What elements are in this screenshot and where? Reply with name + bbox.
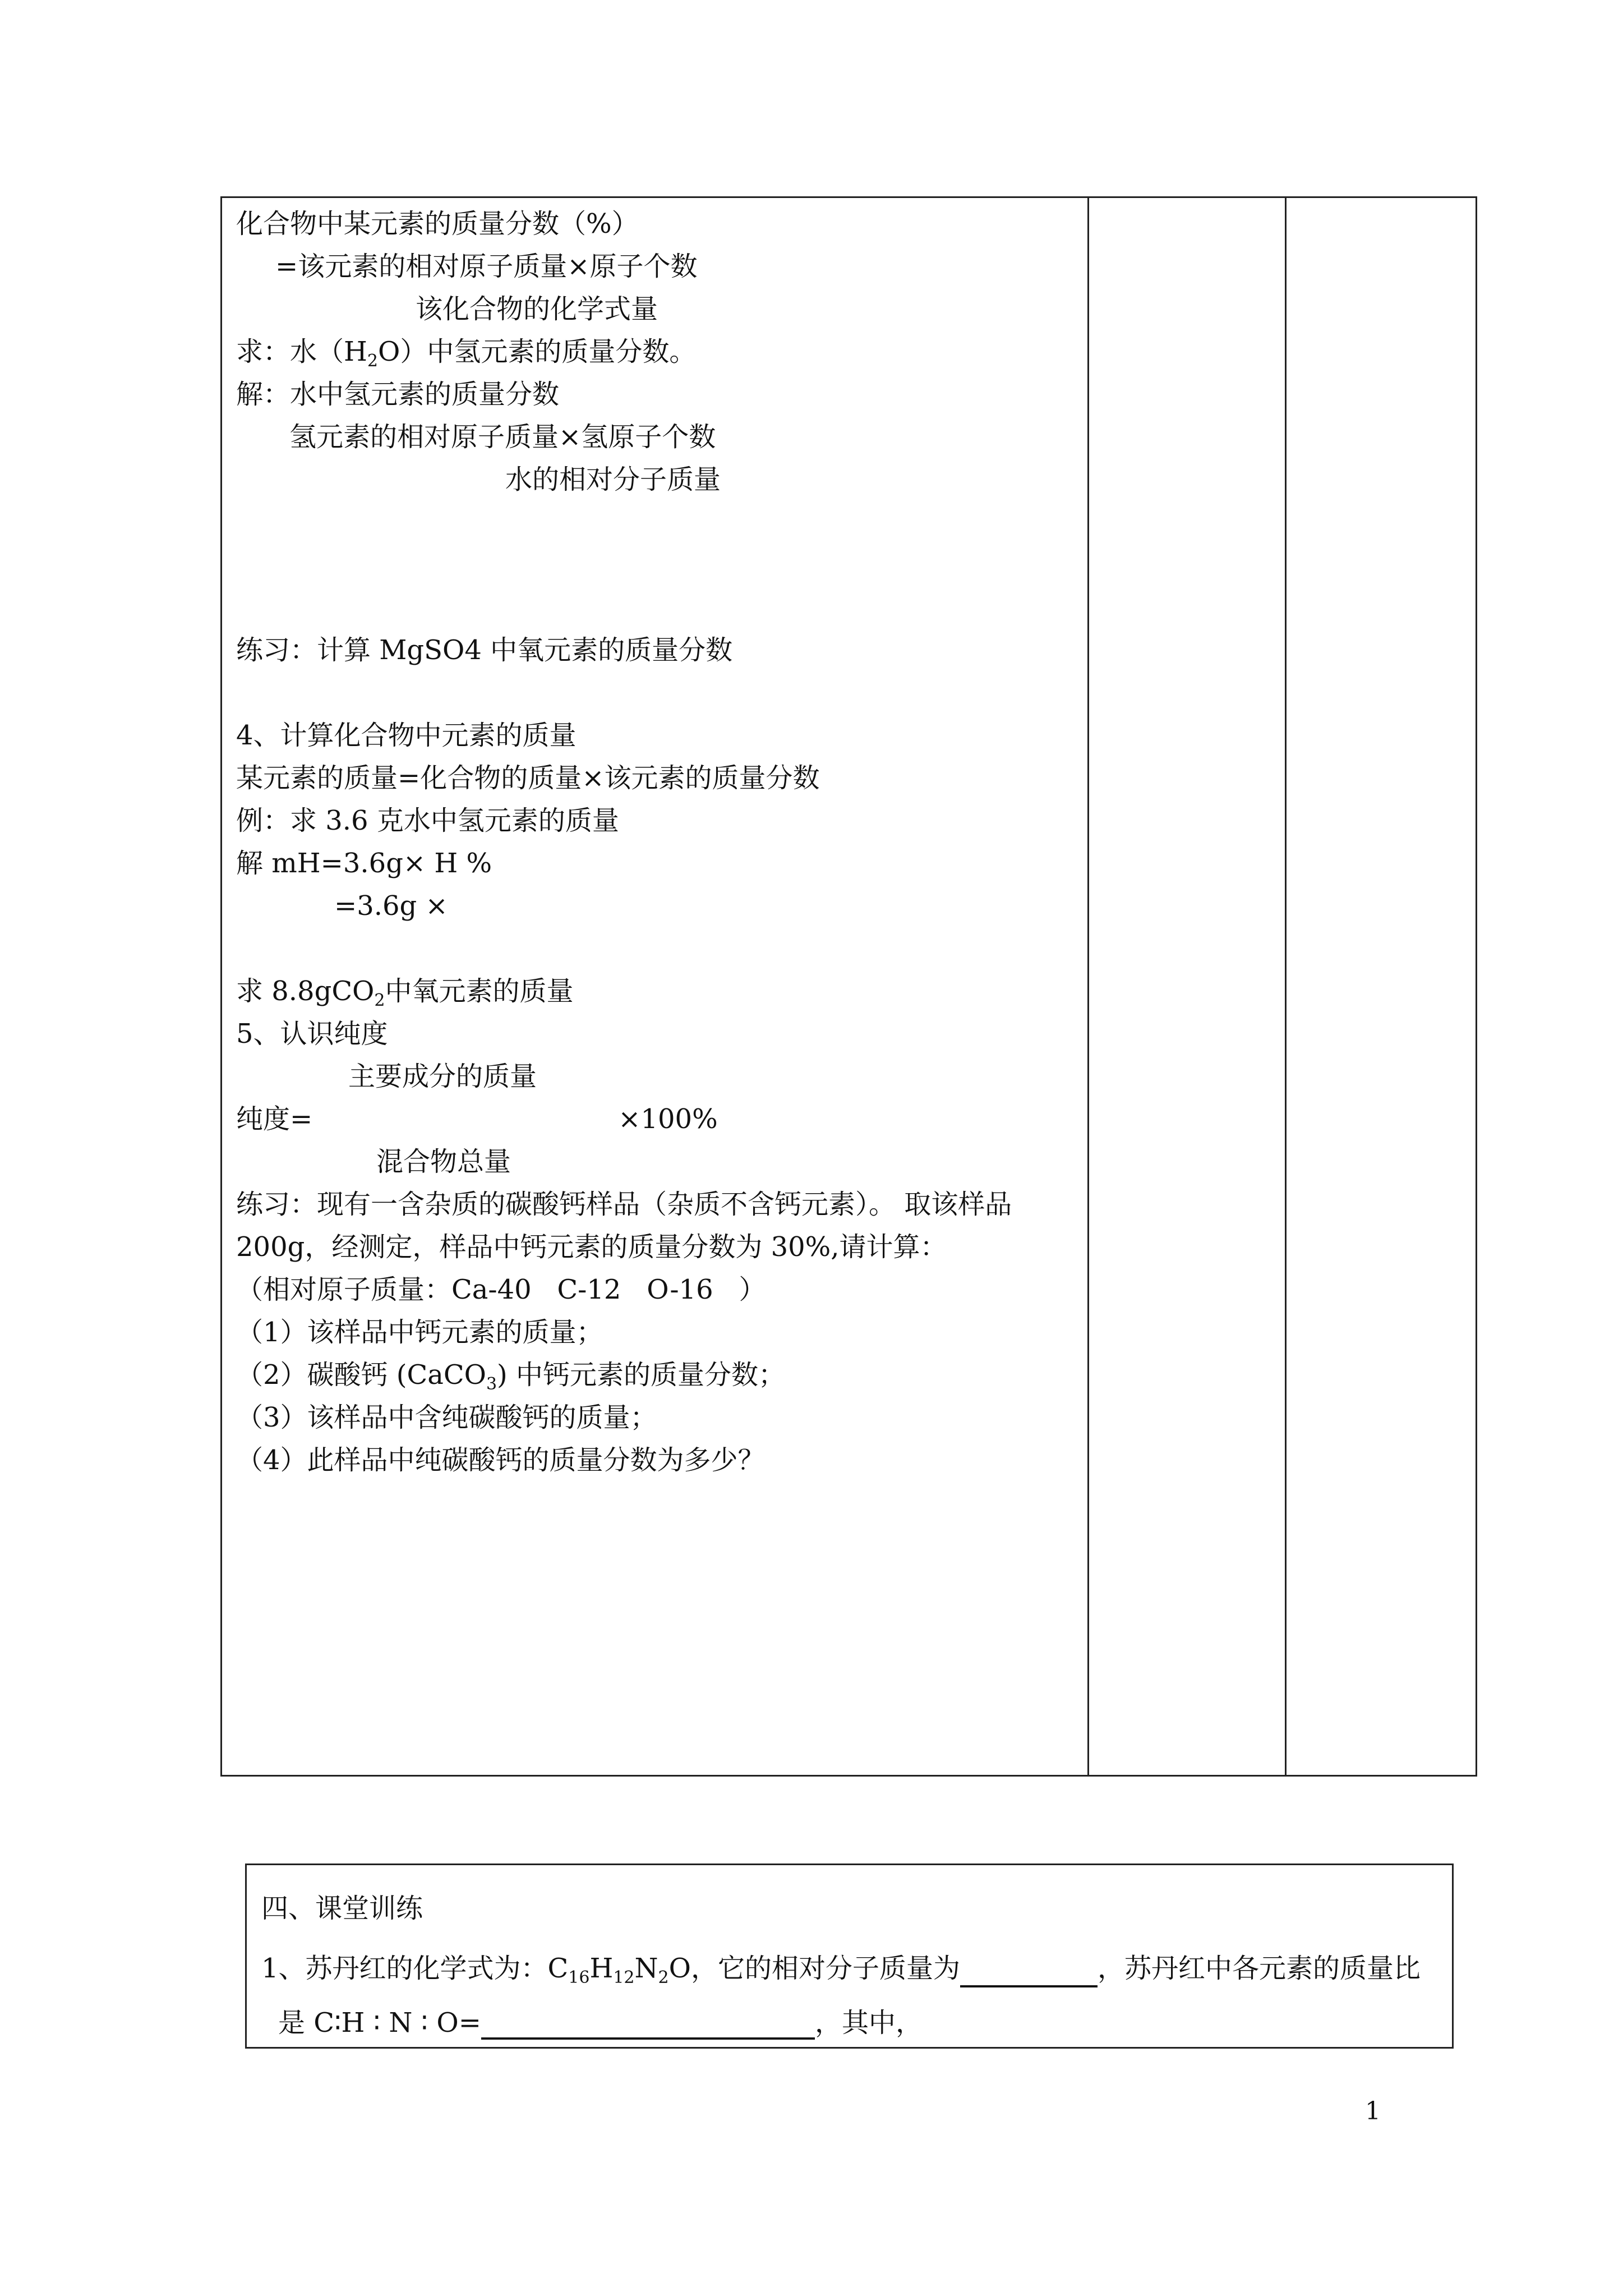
question-1: 1、苏丹红的化学式为：$C_{16}H_{12}N_2O$，它的相对分子质量为 ，苏丹红中各元素的质量比 bbox=[261, 1953, 1421, 1987]
text-line: 混合物总量 bbox=[376, 1146, 511, 1177]
text-line: 氢元素的相对原子质量×氢原子个数 bbox=[289, 421, 716, 453]
lesson-table bbox=[220, 196, 1477, 1777]
question-1-continued: 是 C∶H ∶ N ∶ O= ，其中， bbox=[278, 2007, 923, 2039]
text-line: 解 mH=3.6g× H % bbox=[236, 848, 492, 879]
subscript: 2 bbox=[374, 991, 385, 1010]
section-heading: 四、课堂训练 bbox=[261, 1893, 423, 1924]
text-line: （4）此样品中纯碳酸钙的质量分数为多少？ bbox=[236, 1444, 765, 1476]
text-line: 5、认识纯度 bbox=[236, 1018, 388, 1050]
column-divider-2 bbox=[1285, 198, 1287, 1775]
subscript: 3 bbox=[486, 1374, 497, 1394]
text-line: 纯度= ×100% bbox=[236, 1103, 718, 1135]
text-line: 求：水$(H_2O)$中氢元素的质量分数。 bbox=[236, 336, 697, 371]
text-line: =该元素的相对原子质量×原子个数 bbox=[275, 251, 698, 282]
text-line: 化合物中某元素的质量分数（%） bbox=[236, 208, 639, 240]
text-line: （相对原子质量：Ca-40 C-12 O-16 ） bbox=[236, 1274, 766, 1305]
text-line: 解：水中氢元素的质量分数 bbox=[236, 379, 560, 410]
text-line: 主要成分的质量 bbox=[348, 1061, 537, 1092]
lesson-content bbox=[236, 203, 1089, 1481]
text-line: （1）该样品中钙元素的质量； bbox=[236, 1317, 603, 1348]
text-line: 练习：现有一含杂质的碳酸钙样品（杂质不含钙元素）。 取该样品 bbox=[236, 1189, 1012, 1220]
subscript: 2 bbox=[367, 351, 378, 371]
text-line: （3）该样品中含纯碳酸钙的质量； bbox=[236, 1402, 657, 1433]
text-line: 某元素的质量=化合物的质量×该元素的质量分数 bbox=[236, 762, 820, 794]
classroom-training-box bbox=[245, 1864, 1454, 2049]
page-number: 1 bbox=[1365, 2097, 1381, 2125]
text-line: 水的相对分子质量 bbox=[505, 464, 721, 495]
text-line: 练习：计算 MgSO4 中氧元素的质量分数 bbox=[236, 634, 733, 666]
answer-blank[interactable] bbox=[481, 2007, 815, 2040]
answer-blank[interactable] bbox=[960, 1955, 1098, 1987]
text-line: （2）碳酸钙 (CaCO$_3$) 中钙元素的质量分数； bbox=[236, 1359, 786, 1394]
text-line: 200g，经测定，样品中钙元素的质量分数为 30%,请计算： bbox=[236, 1231, 947, 1263]
text-line: =3.6g × bbox=[334, 890, 448, 922]
text-line: 例：求 3.6 克水中氢元素的质量 bbox=[236, 805, 619, 836]
text-line: 该化合物的化学式量 bbox=[416, 293, 658, 325]
text-line: 4、计算化合物中元素的质量 bbox=[236, 720, 577, 751]
text-line: 求 8.8gCO$_2$中氧元素的质量 bbox=[236, 976, 574, 1010]
